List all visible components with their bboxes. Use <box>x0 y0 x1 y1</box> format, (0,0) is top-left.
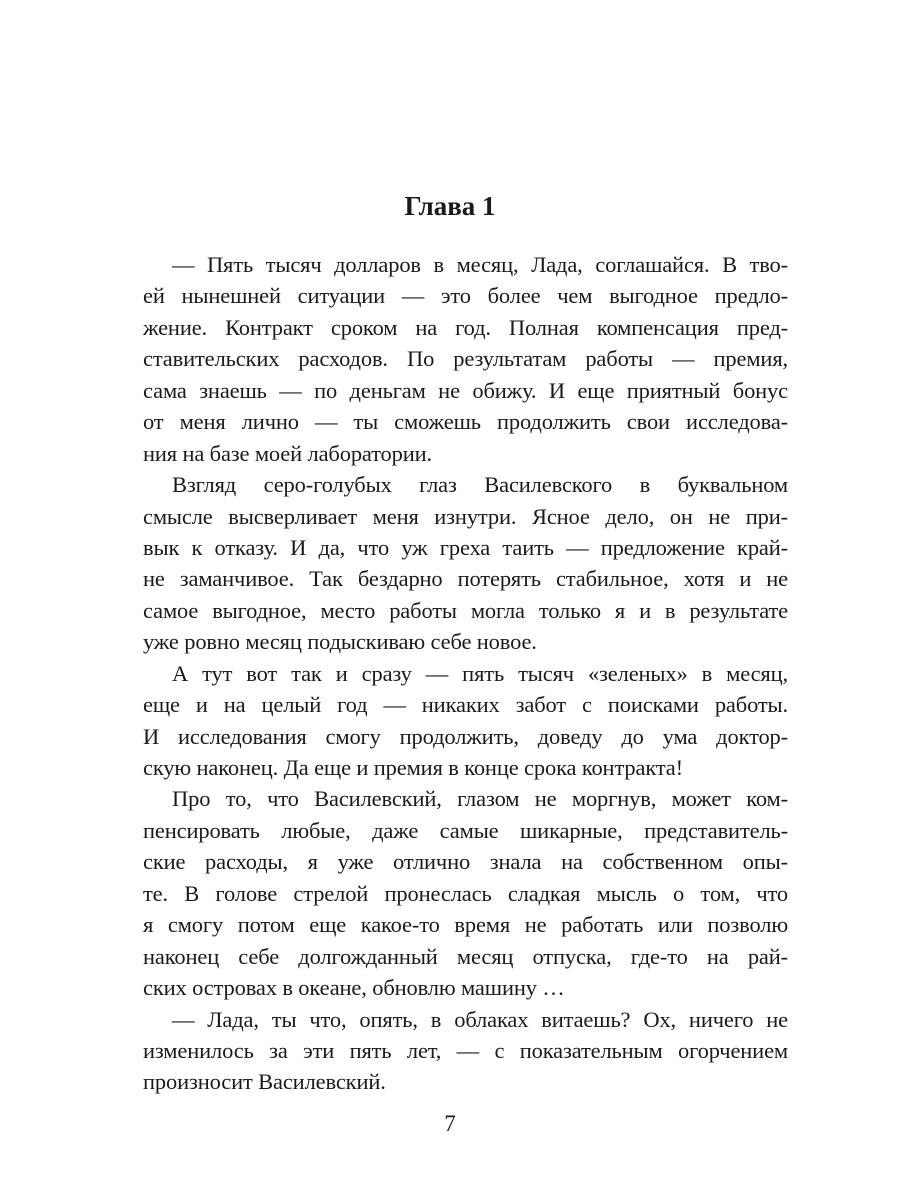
chapter-body-text <box>143 249 788 1098</box>
text-line: пенсировать любые, даже самые шикарные, представитель- <box>143 817 788 843</box>
text-line: ей нынешней ситуации — это более чем выгодное предло- <box>143 283 788 309</box>
text-line: ские расходы, я уже отлично знала на собственном опы- <box>143 849 788 875</box>
text-line: А тут вот так и сразу — пять тысяч «зеленых» в месяц, <box>172 660 788 686</box>
text-line: самое выгодное, место работы могла только я и в результате <box>143 597 788 623</box>
text-line: ских островах в океане, обновлю машину … <box>143 975 565 1001</box>
text-line: произносит Василевский. <box>143 1069 386 1095</box>
text-line: ния на базе моей лаборатории. <box>143 440 433 466</box>
page-number: 7 <box>444 1111 456 1136</box>
text-line: от меня лично — ты сможешь продолжить свои исследова- <box>143 409 788 435</box>
text-line: наконец себе долгожданный месяц отпуска, где-то на рай- <box>143 943 788 969</box>
text-line: вык к отказу. И да, что уж греха таить — предложение край- <box>143 534 788 560</box>
text-line: смысле высверливает меня изнутри. Ясное дело, он не при- <box>143 503 788 529</box>
text-line: И исследования смогу продолжить, доведу до ума доктор- <box>143 723 788 749</box>
text-line: — Лада, ты что, опять, в облаках витаешь? Ох, ничего не <box>172 1006 788 1032</box>
text-line: не заманчивое. Так бездарно потерять стабильное, хотя и не <box>143 566 788 592</box>
text-line: изменилось за эти пять лет, — с показательным огорчением <box>143 1037 788 1063</box>
text-line: жение. Контракт сроком на год. Полная компенсация пред- <box>143 314 788 340</box>
text-line: ставительских расходов. По результатам работы — премия, <box>143 346 788 372</box>
chapter-title: Глава 1 <box>404 191 496 221</box>
text-line: сама знаешь — по деньгам не обижу. И еще приятный бонус <box>143 377 788 403</box>
text-line: Взгляд серо-голубых глаз Василевского в буквальном <box>172 472 788 498</box>
text-line: те. В голове стрелой пронеслась сладкая мысль о том, что <box>143 880 788 906</box>
text-line: уже ровно месяц подыскиваю себе новое. <box>143 629 537 655</box>
text-line: еще и на целый год — никаких забот с поисками работы. <box>143 692 788 718</box>
text-line: я смогу потом еще какое-то время не работать или позволю <box>143 912 788 938</box>
text-line: Про то, что Василевский, глазом не моргнув, может ком- <box>172 786 788 812</box>
text-line: скую наконец. Да еще и премия в конце срока контракта! <box>143 755 683 780</box>
text-line: — Пять тысяч долларов в месяц, Лада, соглашайся. В тво- <box>172 252 788 277</box>
